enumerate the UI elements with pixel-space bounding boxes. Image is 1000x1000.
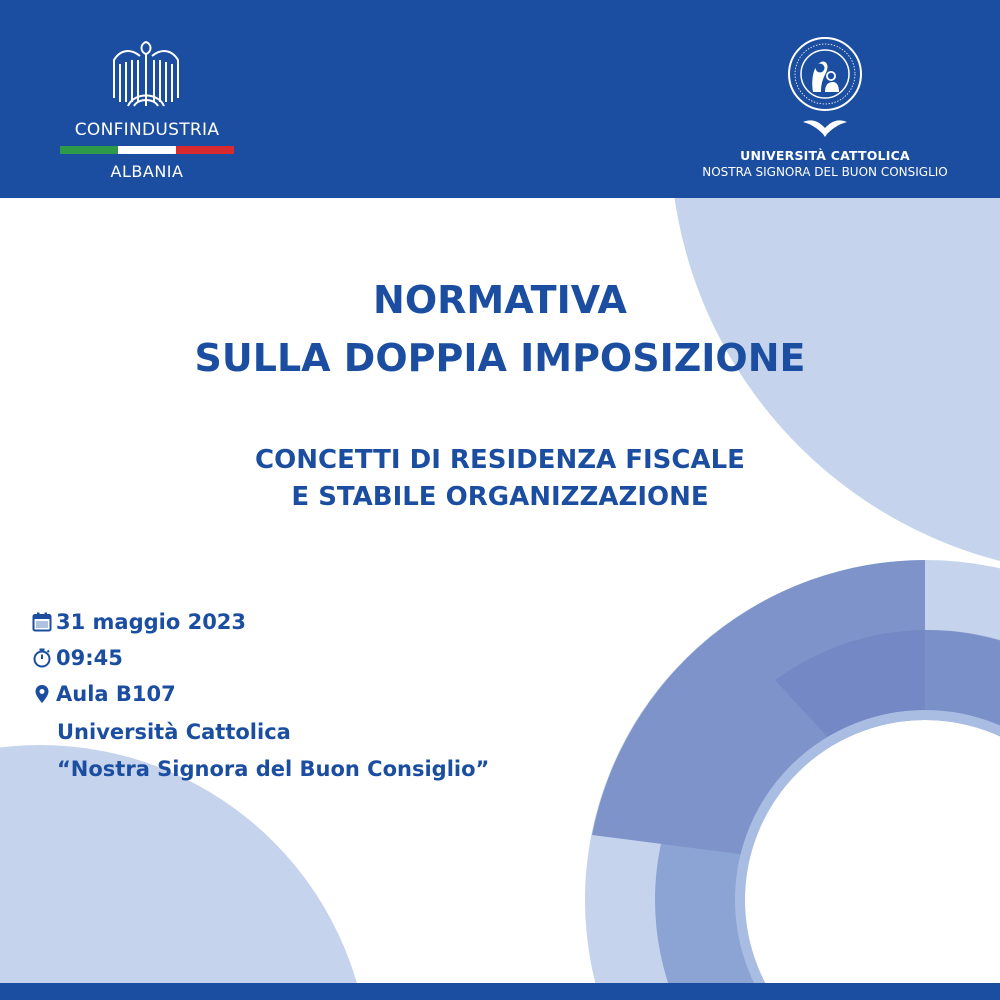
event-date <box>32 610 246 634</box>
calendar-icon <box>32 612 52 632</box>
title-line-1: NORMATIVA <box>373 278 627 322</box>
event-venue-line-2: “Nostra Signora del Buon Consiglio” <box>57 757 490 781</box>
confindustria-eagle-icon <box>110 40 182 108</box>
university-logo <box>680 36 970 186</box>
bottom-right-ring <box>585 560 1000 1000</box>
university-subtitle: NOSTRA SIGNORA DEL BUON CONSIGLIO <box>702 165 948 179</box>
event-venue-line-1: Università Cattolica <box>57 720 291 744</box>
flag-green <box>60 146 118 154</box>
event-room <box>32 682 176 706</box>
flag-white <box>118 146 176 154</box>
subtitle-line-1: CONCETTI DI RESIDENZA FISCALE <box>255 445 745 475</box>
flag-red <box>176 146 234 154</box>
bottom-left-circle <box>0 745 370 1000</box>
location-pin-icon <box>32 684 52 704</box>
event-time-text: 09:45 <box>56 646 123 670</box>
event-room-text: Aula B107 <box>56 682 176 706</box>
stopwatch-icon <box>32 648 52 668</box>
event-date-text: 31 maggio 2023 <box>56 610 247 634</box>
italian-flag-strip <box>60 146 234 154</box>
confindustria-country: ALBANIA <box>110 162 184 181</box>
title-line-2: SULLA DOPPIA IMPOSIZIONE <box>194 336 806 380</box>
event-time <box>32 646 123 670</box>
confindustria-name: CONFINDUSTRIA <box>74 120 220 140</box>
university-name: UNIVERSITÀ CATTOLICA <box>740 148 910 163</box>
footer-bar <box>0 983 1000 1000</box>
header-bar <box>0 0 1000 198</box>
university-seal-icon <box>787 36 863 112</box>
university-bird-icon <box>801 114 849 138</box>
subtitle-line-2: E STABILE ORGANIZZAZIONE <box>291 482 709 512</box>
confindustria-logo <box>58 40 236 190</box>
